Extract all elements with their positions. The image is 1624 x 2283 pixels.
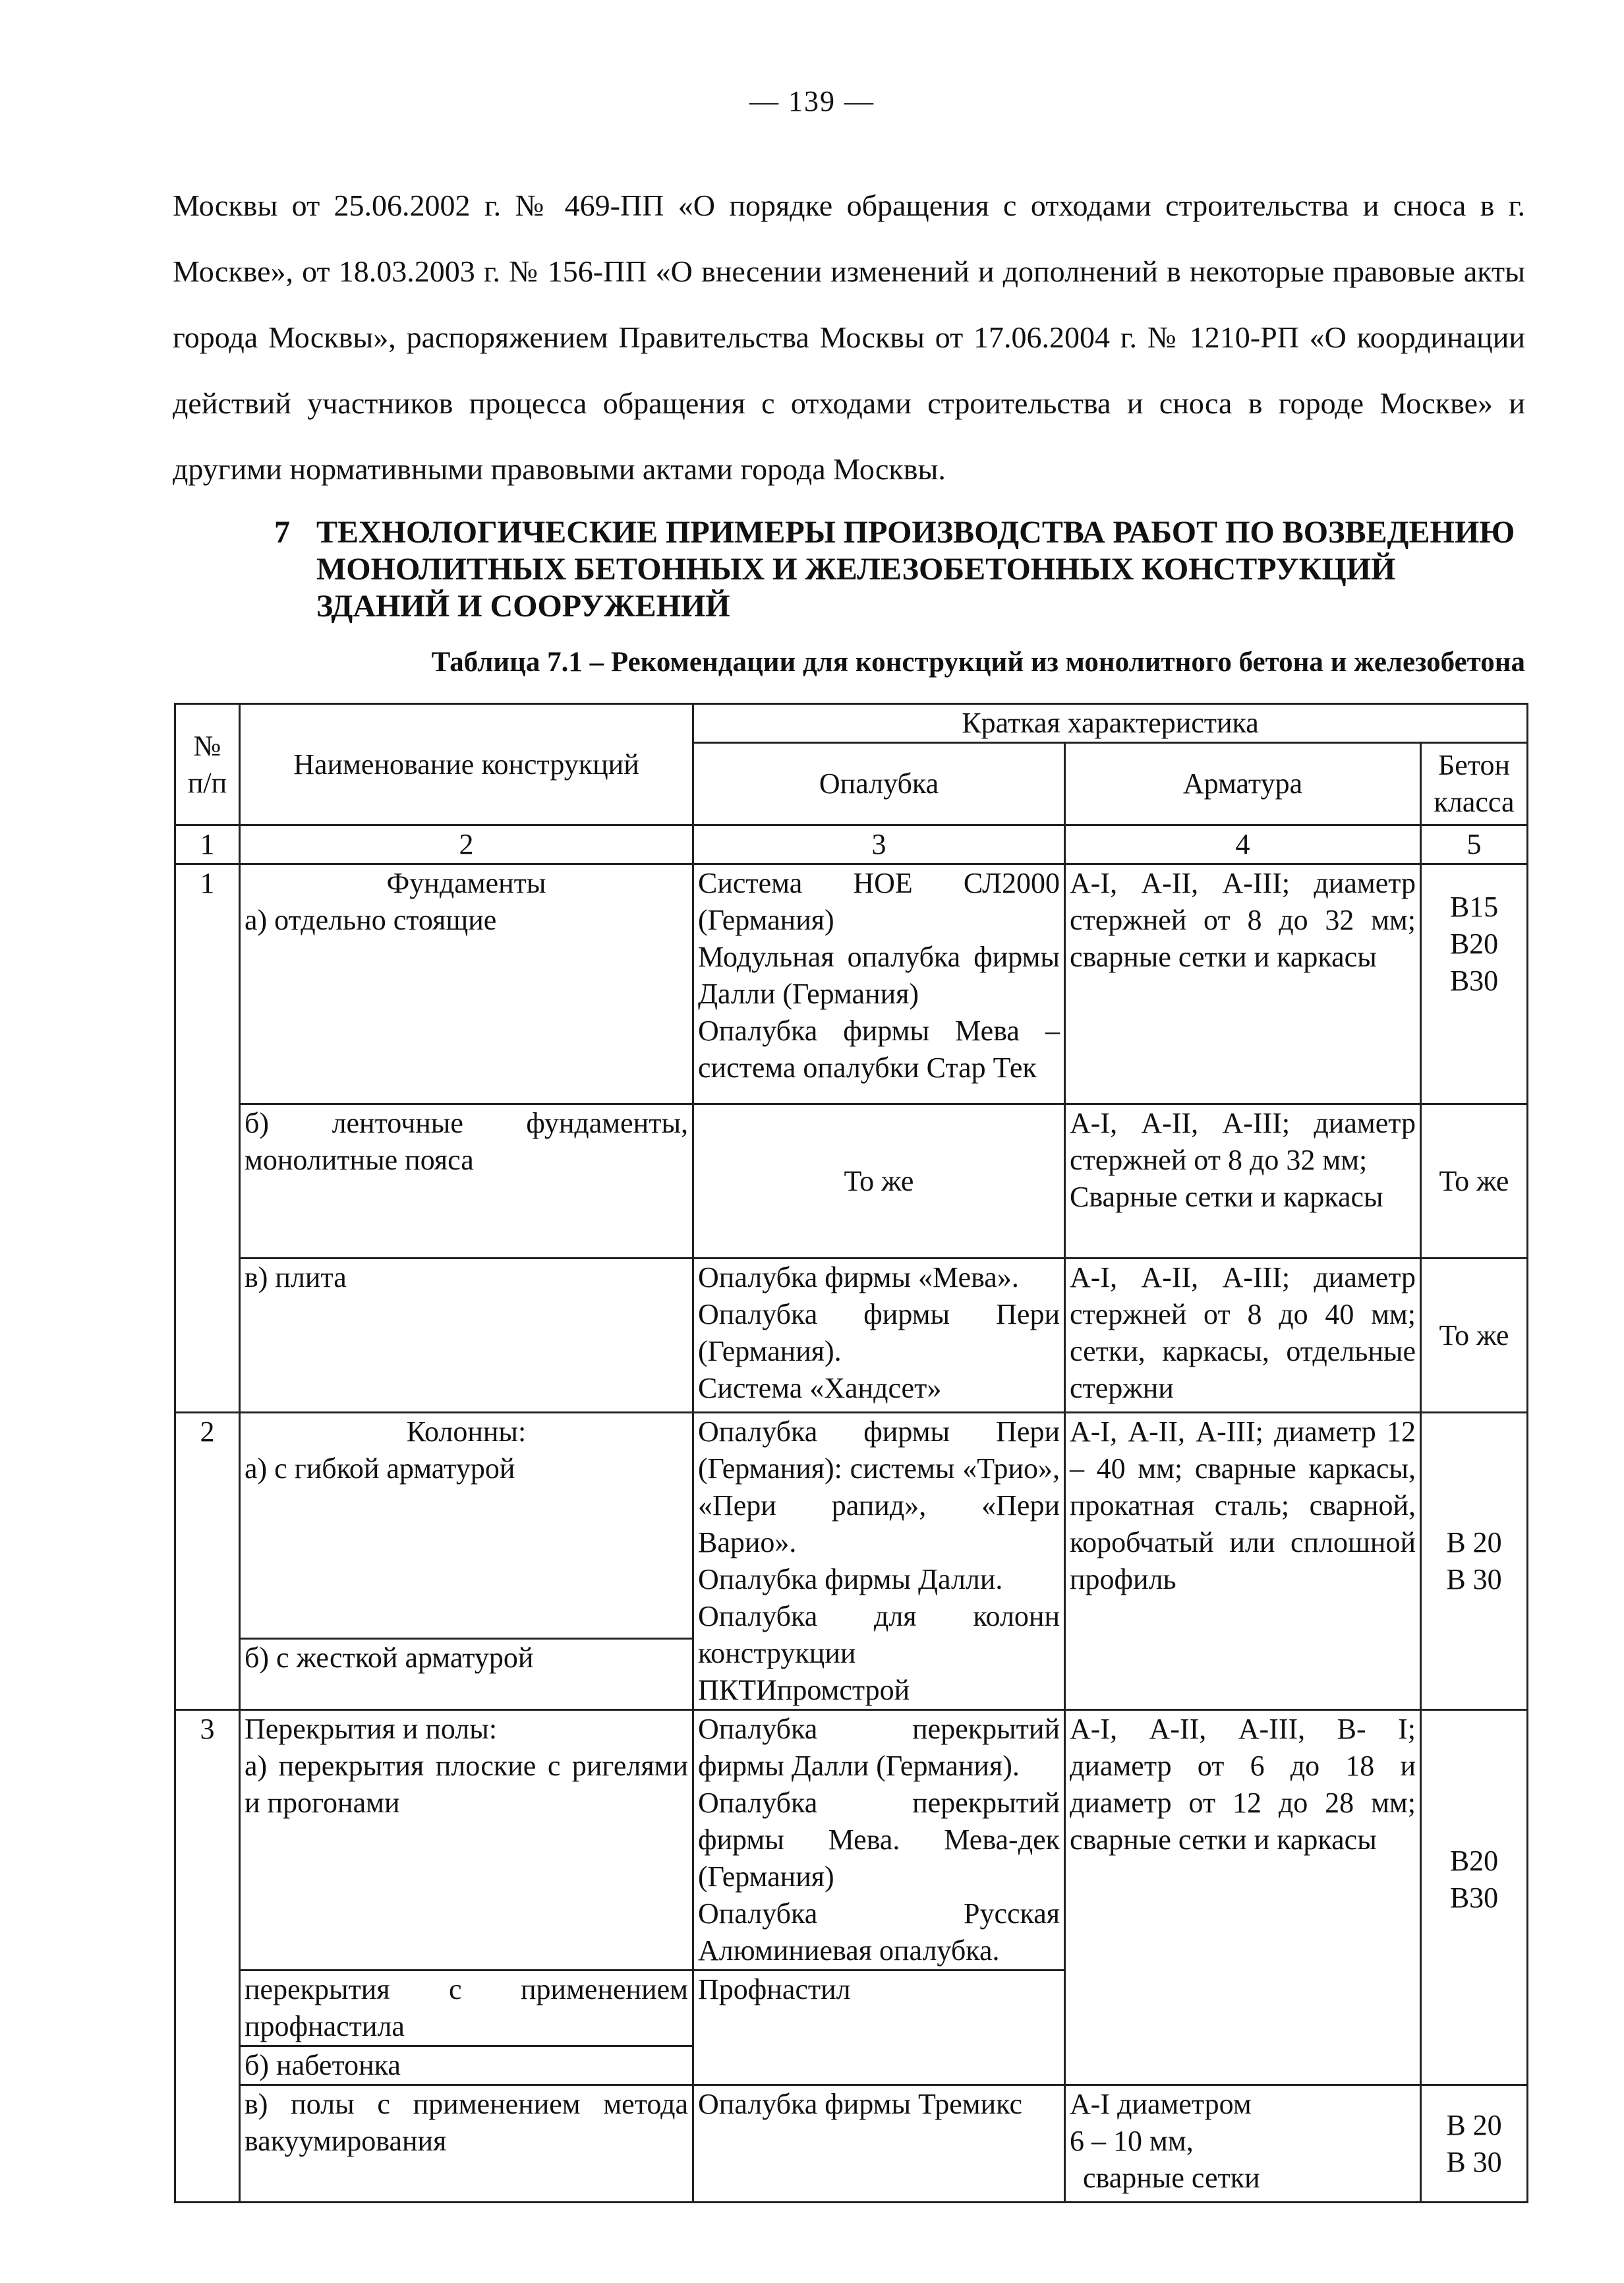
row-title: Перекрытия и полы:: [245, 1713, 498, 1745]
formwork-cell: [693, 864, 1065, 1104]
concrete-class: В30: [1449, 964, 1499, 997]
concrete-cell: [1421, 1413, 1528, 1710]
table-row: [175, 1104, 1528, 1259]
formwork-line: Опалубка Русская Алюминиевая опалубка.: [698, 1897, 1060, 1967]
row-title: Колонны:: [406, 1415, 527, 1448]
formwork-line: Система «Хандсет»: [698, 1372, 942, 1404]
row-subitem: а) отдельно стоящие: [245, 904, 497, 936]
concrete-class: В 20: [1446, 2108, 1502, 2141]
formwork-line: Опалубка перекрытий фирмы Мева. Мева-дек (Германия): [698, 1787, 1060, 1893]
row-title: Фундаменты: [386, 867, 546, 899]
rebar-cell: А-I, А-II, А-III; диаметр 12 – 40 мм; сварные каркасы, прокатная сталь; сварной, коробчатый или сплошной профиль: [1065, 1413, 1421, 1710]
rebar-line: Сварные сетки и каркасы: [1070, 1181, 1383, 1213]
row-name: [240, 1710, 693, 1971]
concrete-class: В 20: [1446, 1526, 1502, 1558]
row-subitem: а) с гибкой арматурой: [245, 1452, 515, 1485]
table-row: [175, 1710, 1528, 1971]
concrete-cell: [1421, 2085, 1528, 2203]
rebar-cell: А-I, А-II, А-III; диаметр стержней от 8 до 32 мм; сварные сетки и каркасы: [1065, 864, 1421, 1104]
row-subitem: перекрытия с применением профнастила: [240, 1971, 693, 2046]
rebar-line: сварные сетки: [1083, 2162, 1260, 2194]
row-subitem: б) с жесткой арматурой: [240, 1638, 693, 1709]
formwork-line: Модульная опалубка фирмы Далли (Германия): [698, 941, 1060, 1010]
page-number: — 139 —: [749, 85, 875, 117]
intro-paragraph: [173, 173, 1525, 502]
rebar-line: А-I диаметром: [1070, 2088, 1252, 2120]
row-subitem: в) полы с применением метода вакуумирования: [240, 2085, 693, 2203]
rebar-cell: [1065, 2085, 1421, 2203]
col-number-3: 3: [693, 825, 1065, 864]
header-brief: Краткая характеристика: [693, 704, 1528, 743]
col-number-4: 4: [1065, 825, 1421, 864]
formwork-cell: [693, 1710, 1065, 1971]
section-title: ТЕХНОЛОГИЧЕСКИЕ ПРИМЕРЫ ПРОИЗВОДСТВА РАБОТ ПО ВОЗВЕДЕНИЮ МОНОЛИТНЫХ БЕТОННЫХ И ЖЕЛЕЗОБЕТОННЫХ КОНСТРУКЦИЙ ЗДАНИЙ И СООРУЖЕНИЙ: [316, 515, 1515, 624]
formwork-cell: [693, 1413, 1065, 1710]
concrete-class: В 30: [1446, 1563, 1502, 1595]
table-row: [175, 2085, 1528, 2203]
row-subitem: а) перекрытия плоские с ригелями и прогонами: [245, 1750, 688, 1819]
formwork-line: Опалубка фирмы Пери (Германия): системы «Трио», «Пери рапид», «Пери Варио».: [698, 1415, 1060, 1558]
header-concrete: Бетон класса: [1421, 743, 1528, 825]
concrete-cell: То же: [1421, 1259, 1528, 1413]
row-subitem: б) набетонка: [240, 2046, 693, 2085]
rebar-cell: А-I, А-II, А-III; диаметр стержней от 8 до 40 мм; сетки, каркасы, отдельные стержни: [1065, 1259, 1421, 1413]
formwork-line: Опалубка фирмы «Мева».: [698, 1261, 1019, 1293]
row-number: 1: [175, 864, 240, 1413]
formwork-cell: То же: [693, 1104, 1065, 1259]
row-number: 3: [175, 1710, 240, 2203]
section-number: 7: [274, 515, 290, 550]
rebar-line: А-I, А-II, А-III; диаметр стержней от 8 до 32 мм;: [1070, 1107, 1416, 1176]
col-number-1: 1: [175, 825, 240, 864]
formwork-line: Опалубка фирмы Далли.: [698, 1563, 1003, 1595]
formwork-cell: Опалубка фирмы Тремикс: [693, 2085, 1065, 2203]
table-row: [175, 1259, 1528, 1413]
formwork-cell: [693, 1259, 1065, 1413]
col-number-2: 2: [240, 825, 693, 864]
formwork-line: Система НОЕ СЛ2000 (Германия): [698, 867, 1060, 936]
formwork-line: Опалубка для колонн конструкции ПКТИпромстрой: [698, 1600, 1060, 1706]
row-name: [240, 1413, 693, 1639]
col-number-5: 5: [1421, 825, 1528, 864]
table-row: [175, 1413, 1528, 1639]
concrete-class: В15: [1449, 891, 1499, 923]
formwork-cell: Профнастил: [693, 1971, 1065, 2085]
concrete-cell: [1421, 1710, 1528, 2085]
table-caption: Таблица 7.1 – Рекомендации для конструкций из монолитного бетона и железобетона: [431, 647, 1525, 678]
row-subitem: б) ленточные фундаменты, монолитные пояса: [240, 1104, 693, 1259]
concrete-cell: [1421, 864, 1528, 1104]
formwork-line: Опалубка фирмы Мева – система опалубки Стар Тек: [698, 1015, 1060, 1084]
header-num: № п/п: [175, 704, 240, 825]
concrete-class: В 30: [1446, 2145, 1502, 2178]
intro-text: Москвы от 25.06.2002 г. № 469-ПП «О порядке обращения с отходами строительства и сноса в г. Москве», от 18.03.2003 г. № 156-ПП «О внесении изменений и дополнений в некоторые правовые акты города Москвы», распоряжением Правительства Москвы от 17.06.2004 г. № 1210-РП «О координации действий участников процесса обращения с отходами строительства и сноса в городе Москве» и другими нормативными правовыми актами города Москвы.: [173, 189, 1525, 486]
concrete-class: В30: [1449, 1882, 1499, 1914]
concrete-class: В20: [1449, 1845, 1499, 1877]
concrete-cell: То же: [1421, 1104, 1528, 1259]
rebar-cell: [1065, 1104, 1421, 1259]
formwork-line: Опалубка перекрытий фирмы Далли (Германия).: [698, 1713, 1060, 1782]
section-heading: [274, 514, 1526, 625]
recommendations-table: [174, 703, 1528, 2203]
rebar-line: 6 – 10 мм,: [1070, 2125, 1194, 2157]
concrete-class: В20: [1449, 928, 1499, 960]
row-subitem: в) плита: [240, 1259, 693, 1413]
formwork-line: Опалубка фирмы Пери (Германия).: [698, 1298, 1060, 1367]
header-name: Наименование конструкций: [240, 704, 693, 825]
header-formwork: Опалубка: [693, 743, 1065, 825]
header-rebar: Арматура: [1065, 743, 1421, 825]
row-number: 2: [175, 1413, 240, 1710]
table-row: [175, 864, 1528, 1104]
row-name: [240, 864, 693, 1104]
rebar-cell: А-I, А-II, А-III, В- I; диаметр от 6 до 18 и диаметр от 12 до 28 мм; сварные сетки и каркасы: [1065, 1710, 1421, 2085]
